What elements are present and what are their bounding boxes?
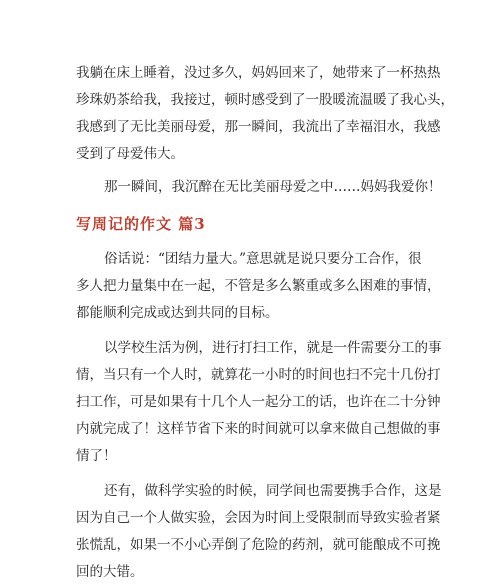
paragraph-line: 情了！: [76, 448, 117, 464]
paragraph-line: 受到了母爱伟大。: [76, 146, 184, 162]
section-heading: 写周记的作文 篇3: [76, 215, 206, 233]
paragraph-line: 那一瞬间，我沉醉在无比美丽母爱之中……妈妈我爱你！: [104, 179, 442, 195]
paragraph-line: 张慌乱，如果一不小心弄倒了危险的药剂，就可能酿成不可挽: [76, 537, 441, 553]
paragraph-line: 俗话说：“团结力量大。”意思就是说只要分工合作，很: [104, 251, 422, 267]
paragraph-2: [104, 174, 454, 201]
paragraph-1: [76, 60, 454, 168]
paragraph-line: 回的大错。: [76, 564, 144, 580]
paragraph-line: 我躺在床上睡着，没过多久，妈妈回来了，她带来了一杯热热: [76, 65, 441, 81]
paragraph-line: 扫工作，可是如果有十几个人一起分工的话，也许在二十分钟: [76, 394, 441, 410]
paragraph-line: 情，当只有一个人时，就算花一小时的时间也扫不完十几份打: [76, 367, 441, 383]
paragraph-line: 还有，做科学实验的时候，同学间也需要携手合作，这是: [104, 483, 442, 499]
paragraph-line: 多人把力量集中在一起，不管是多么繁重或多么困难的事情，: [76, 278, 441, 294]
paragraph-5: [76, 478, 442, 586]
paragraph-line: 我感到了无比美丽母爱，那一瞬间，我流出了幸福泪水，我感: [76, 119, 441, 135]
paragraph-line: 因为自己一个人做实验，会因为时间上受限制而导致实验者紧: [76, 510, 441, 526]
paragraph-line: 珍珠奶茶给我，我接过，顿时感受到了一股暖流温暖了我心头，: [76, 92, 454, 108]
paragraph-line: 内就完成了！这样节省下来的时间就可以拿来做自己想做的事: [76, 421, 441, 437]
paragraph-line: 都能顺利完成或达到共同的目标。: [76, 305, 279, 321]
paragraph-4: [76, 335, 442, 470]
paragraph-3: [76, 246, 441, 327]
paragraph-line: 以学校生活为例，进行打扫工作，就是一件需要分工的事: [104, 340, 442, 356]
